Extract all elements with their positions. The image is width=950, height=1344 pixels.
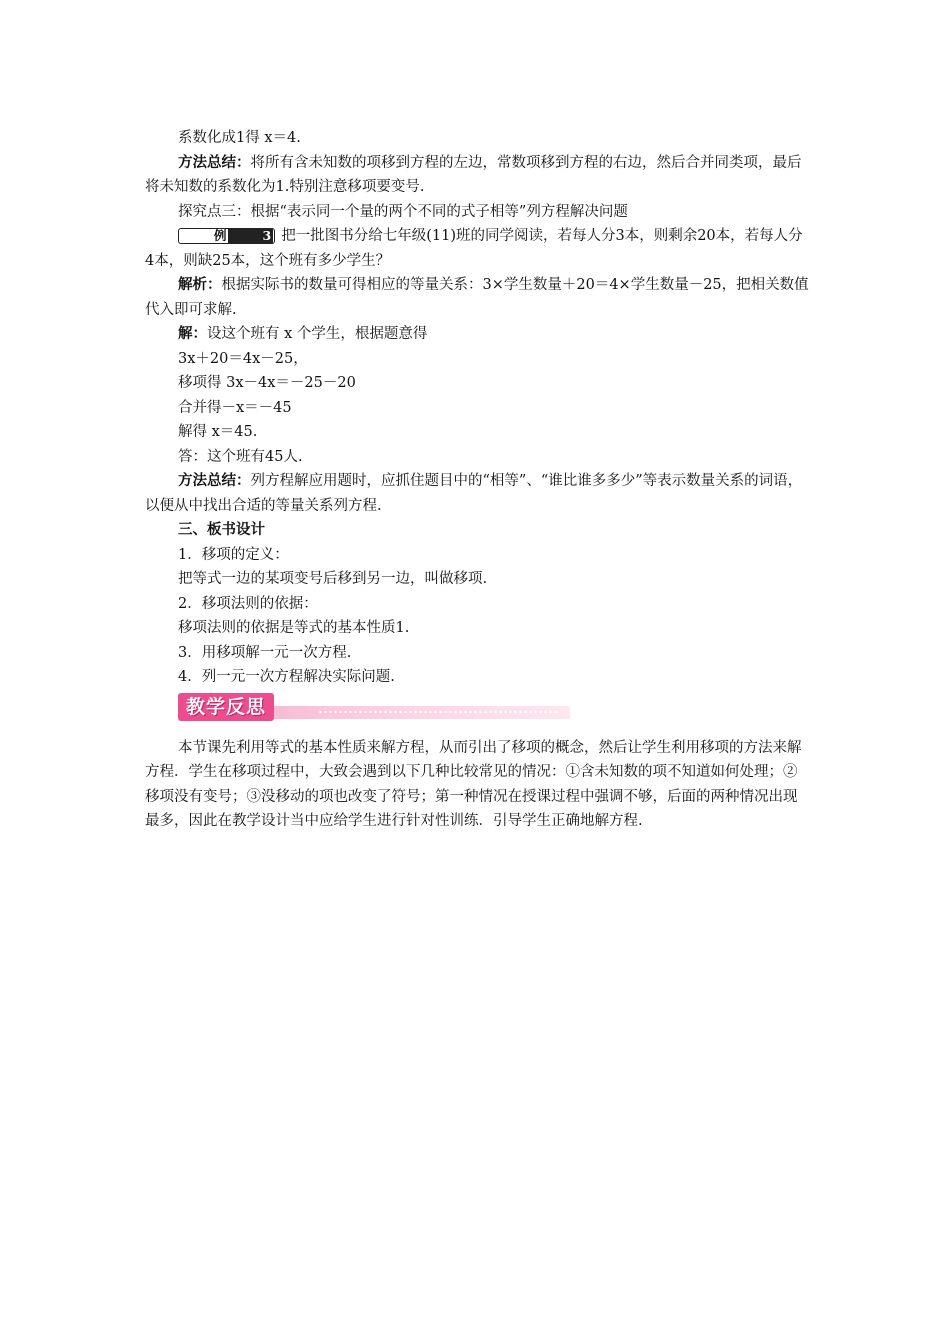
reflection-paragraph: 本节课先利用等式的基本性质来解方程，从而引出了移项的概念，然后让学生利用移项的方法来解方程．学生在移项过程中，大致会遇到以下几种比较常见的情况：①含未知数的项不知道如何处理；②移项没有变号；③没移动的项也改变了符号；第一种情况在授课过程中强调不够，后面的两种情况出现最多，因此在教学设计当中应给学生进行针对性训练．引导学生正确地解方程. (145, 739, 802, 829)
method-summary-2-label: 方法总结： (178, 472, 251, 489)
board-item-1: 1．移项的定义： (178, 546, 289, 563)
example-3 (145, 224, 810, 273)
example-text: 把一批图书分给七年级(11)班的同学阅读，若每人分3本，则剩余20本，若每人分4本，则缺25本，这个班有多少学生？ (145, 228, 803, 269)
equation-2: 移项得 3x－4x＝－25－20 (178, 375, 356, 391)
method-summary-label: 方法总结： (178, 153, 251, 171)
board-item-2-text: 移项法则的依据是等式的基本性质1. (178, 620, 410, 636)
equation-3: 合并得－x＝－45 (178, 399, 292, 416)
board-item-4: 4．列一元一次方程解决实际问题. (178, 669, 395, 685)
example-badge-text: 例 (214, 228, 227, 243)
board-item-2: 2．移项法则的依据： (178, 595, 318, 612)
teaching-reflection-banner (178, 692, 570, 722)
board-item-1-text: 把等式一边的某项变号后移到另一边，叫做移项. (178, 571, 488, 587)
method-summary-1 (145, 151, 810, 200)
board-item-3: 3．用移项解一元一次方程. (178, 644, 352, 661)
analysis (145, 273, 810, 322)
section-board-design-title: 三、板书设计 (178, 521, 265, 538)
document-page (145, 126, 810, 834)
line-coefficient: 系数化成1得 x＝4. (178, 130, 301, 146)
banner-dots (318, 710, 558, 714)
analysis-label: 解析： (178, 276, 222, 293)
analysis-text: 根据实际书的数量可得相应的等量关系：3×学生数量＋20＝4×学生数量－25，把相关数值代入即可求解. (145, 277, 809, 318)
example-badge (178, 228, 275, 244)
example-badge-number: 3 (228, 229, 274, 243)
equation-1: 3x＋20＝4x－25， (178, 350, 308, 367)
equation-4: 解得 x＝45. (178, 424, 258, 440)
banner-title: 教学反思 (178, 693, 274, 721)
solution-text: 设这个班有 x 个学生，根据题意得 (207, 326, 428, 342)
solution (145, 322, 810, 347)
method-summary-2-text: 列方程解应用题时，应抓住题目中的“相等”、“谁比谁多多少”等表示数量关系的词语，以便从中找出合适的等量关系列方程. (145, 473, 803, 514)
method-summary-text: 将所有含未知数的项移到方程的左边，常数项移到方程的右边，然后合并同类项，最后将未知数的系数化为1.特别注意移项要变号. (145, 154, 802, 195)
answer: 答：这个班有45人. (178, 448, 303, 465)
section-board-design (145, 518, 810, 543)
probe-point-three: 探究点三：根据“表示同一个量的两个不同的式子相等”列方程解决问题 (178, 203, 628, 220)
solution-label: 解： (178, 325, 207, 342)
method-summary-2 (145, 469, 810, 518)
